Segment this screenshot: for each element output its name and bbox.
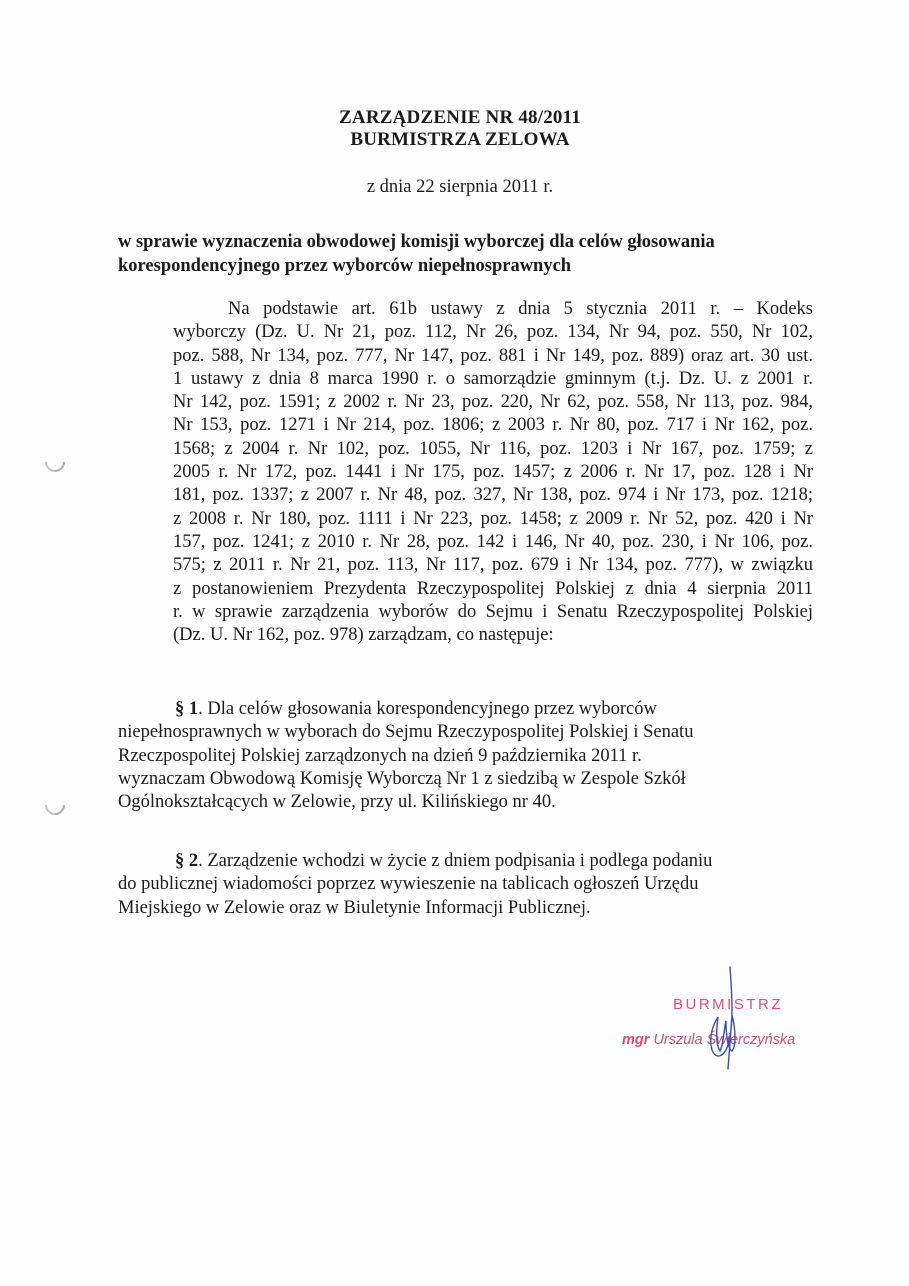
basis-line: Nr 153, poz. 1271 i Nr 214, poz. 1806; z 2003 r. Nr 80, poz. 717 i Nr 162, poz. [173,415,813,436]
section-mark: § 1 [175,699,199,719]
section-line: § 2. Zarządzenie wchodzi w życie z dniem podpisania i podlega podaniu [175,851,713,871]
section-line: do publicznej wiadomości poprzez wywieszenie na tablicach ogłoszeń Urzędu [118,874,699,895]
basis-line: Nr 142, poz. 1591; z 2002 r. Nr 23, poz. 220, Nr 62, poz. 558, Nr 113, poz. 984, [173,392,813,413]
document-date: z dnia 22 sierpnia 2011 r. [366,177,554,197]
section-line: Rzeczpospolitej Polskiej zarządzonych na dzień 9 października 2011 r. [118,745,642,766]
section-line: Ogólnokształcących w Zelowie, przy ul. Kilińskiego nr 40. [118,792,556,813]
basis-line: 1568; z 2004 r. Nr 102, poz. 1055, Nr 116, poz. 1203 i Nr 167, poz. 1759; z [173,438,813,459]
basis-line: wyborczy (Dz. U. Nr 21, poz. 112, Nr 26, poz. 134, Nr 94, poz. 550, Nr 102, [173,322,813,343]
basis-line: z 2008 r. Nr 180, poz. 1111 i Nr 223, poz. 1458; z 2009 r. Nr 52, poz. 420 i Nr [173,508,813,529]
stamp-title: BURMISTRZ [673,996,783,1013]
basis-line: Na podstawie art. 61b ustawy z dnia 5 stycznia 2011 r. – Kodeks [228,299,813,319]
punch-hole-mark [41,448,69,476]
handwritten-signature [690,965,760,1075]
basis-line: r. w sprawie zarządzenia wyborów do Sejmu i Senatu Rzeczypospolitej Polskiej [173,601,813,622]
subject-line: korespondencyjnego przez wyborców niepełnosprawnych [118,256,572,276]
document-issuer: BURMISTRZA ZELOWA [350,129,570,150]
basis-line: poz. 588, Nr 134, poz. 777, Nr 147, poz. 881 i Nr 149, poz. 889) oraz art. 30 ust. [173,345,813,366]
punch-hole-mark [41,791,69,819]
document-title: ZARZĄDZENIE NR 48/2011 [339,107,581,128]
section-1 [118,698,813,814]
stamp-person: Urszula Świerczyńska [653,1032,796,1048]
stamp-prefix: mgr [622,1032,650,1048]
section-mark: § 2 [175,851,199,871]
legal-basis-paragraph [118,298,813,647]
basis-line: 181, poz. 1337; z 2007 r. Nr 48, poz. 327, Nr 138, poz. 974 i Nr 173, poz. 1218; [173,485,813,506]
basis-line: 2005 r. Nr 172, poz. 1441 i Nr 175, poz. 1457; z 2006 r. Nr 17, poz. 128 i Nr [173,462,813,483]
basis-line: 157, poz. 1241; z 2010 r. Nr 28, poz. 142 i 146, Nr 40, poz. 230, i Nr 106, poz. [173,531,813,552]
subject-line: w sprawie wyznaczenia obwodowej komisji wyborczej dla celów głosowania [118,232,715,252]
section-line: niepełnosprawnych w wyborach do Sejmu Rzeczypospolitej Polskiej i Senatu [118,722,694,743]
section-line: Miejskiego w Zelowie oraz w Biuletynie Informacji Publicznej. [118,897,591,918]
basis-line: z postanowieniem Prezydenta Rzeczypospolitej Polskiej z dnia 4 sierpnia 2011 [173,578,813,599]
section-line: wyznaczam Obwodową Komisję Wyborczą Nr 1 z siedzibą w Zespole Szkół [118,768,686,789]
basis-line: 1 ustawy z dnia 8 marca 1990 r. o samorządzie gminnym (t.j. Dz. U. z 2001 r. [173,368,813,389]
document-subject [118,230,818,278]
basis-line: 575; z 2011 r. Nr 21, poz. 113, Nr 117, poz. 679 i Nr 134, poz. 777), w związku [173,555,813,576]
signature-stroke [711,967,735,1069]
section-line: § 1. Dla celów głosowania korespondencyjnego przez wyborców [175,699,657,719]
section-2 [118,850,813,920]
basis-line: (Dz. U. Nr 162, poz. 978) zarządzam, co następuje: [173,625,554,646]
